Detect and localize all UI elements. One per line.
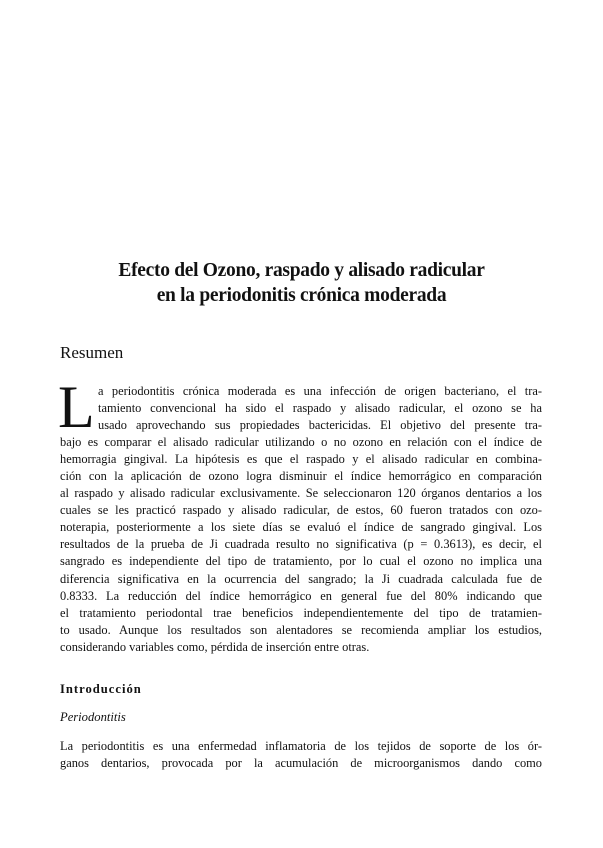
abstract-line: bajo es comparar el alisado radicular utilizando o no ozono en relación con el índice de xyxy=(60,435,542,450)
abstract-line: sangrado es independiente del tipo de tratamiento, por lo cual el ozono no implica una xyxy=(60,554,542,569)
abstract-line: ción con la aplicación de ozono logra disminuir el índice hemorrágico en comparación xyxy=(60,469,542,484)
abstract-line: 0.8333. La reducción del índice hemorrágico en general fue del 80% indicando que xyxy=(60,588,542,603)
subsection-heading: Periodontitis xyxy=(60,710,126,724)
abstract-line: el tratamiento periodontal trae beneficios independientemente del tipo de tratamien- xyxy=(60,605,542,620)
abstract-line: a periodontitis crónica moderada es una infección de origen bacteriano, el tra- xyxy=(98,384,542,398)
abstract-line: considerando variables como, pérdida de inserción entre otras. xyxy=(60,639,370,654)
body-line: La periodontitis es una enfermedad inflamatoria de los tejidos de soporte de los ór- xyxy=(60,739,542,753)
abstract-line: to usado. Aunque los resultados son alentadores se recomienda ampliar los estudios, xyxy=(60,622,542,637)
abstract-line: cuales se les practicó raspado y alisado radicular, de estos, 60 fueron tratados con ozo- xyxy=(60,503,542,518)
introduction-body xyxy=(60,738,542,772)
abstract-line: usado aprovechando sus propiedades bactericidas. El objetivo del presente tra- xyxy=(98,418,542,433)
title-line-2: en la periodonitis crónica moderada xyxy=(156,285,447,306)
drop-cap: L xyxy=(58,374,95,440)
abstract-line: al raspado y alisado radicular exclusivamente. Se seleccionaron 120 órganos dentarios a los xyxy=(60,486,542,501)
abstract-line: diferencia significativa en la ocurrencia del sangrado; la Ji cuadrada calculada fue de xyxy=(60,571,542,586)
abstract-heading: Resumen xyxy=(60,343,124,362)
abstract-body xyxy=(58,374,542,656)
section-heading: Introducción xyxy=(60,682,142,696)
abstract-line: noterapia, posteriormente a los siete días se evaluó el índice de sangrado gingival. Los xyxy=(60,520,542,535)
title-line-1: Efecto del Ozono, raspado y alisado radicular xyxy=(118,260,485,281)
paper-title xyxy=(60,258,543,308)
body-line: ganos dentarios, provocada por la acumulación de microorganismos dando como xyxy=(60,756,542,771)
abstract-line: tamiento convencional ha sido el raspado y alisado radicular, el ozono se ha xyxy=(98,401,542,416)
abstract-line: hemorragia gingival. La hipótesis es que el raspado y el alisado radicular en combina- xyxy=(60,452,542,467)
abstract-line: resultados de la prueba de Ji cuadrada resulto no significativa (p = 0.3613), es decir, el xyxy=(60,537,542,552)
